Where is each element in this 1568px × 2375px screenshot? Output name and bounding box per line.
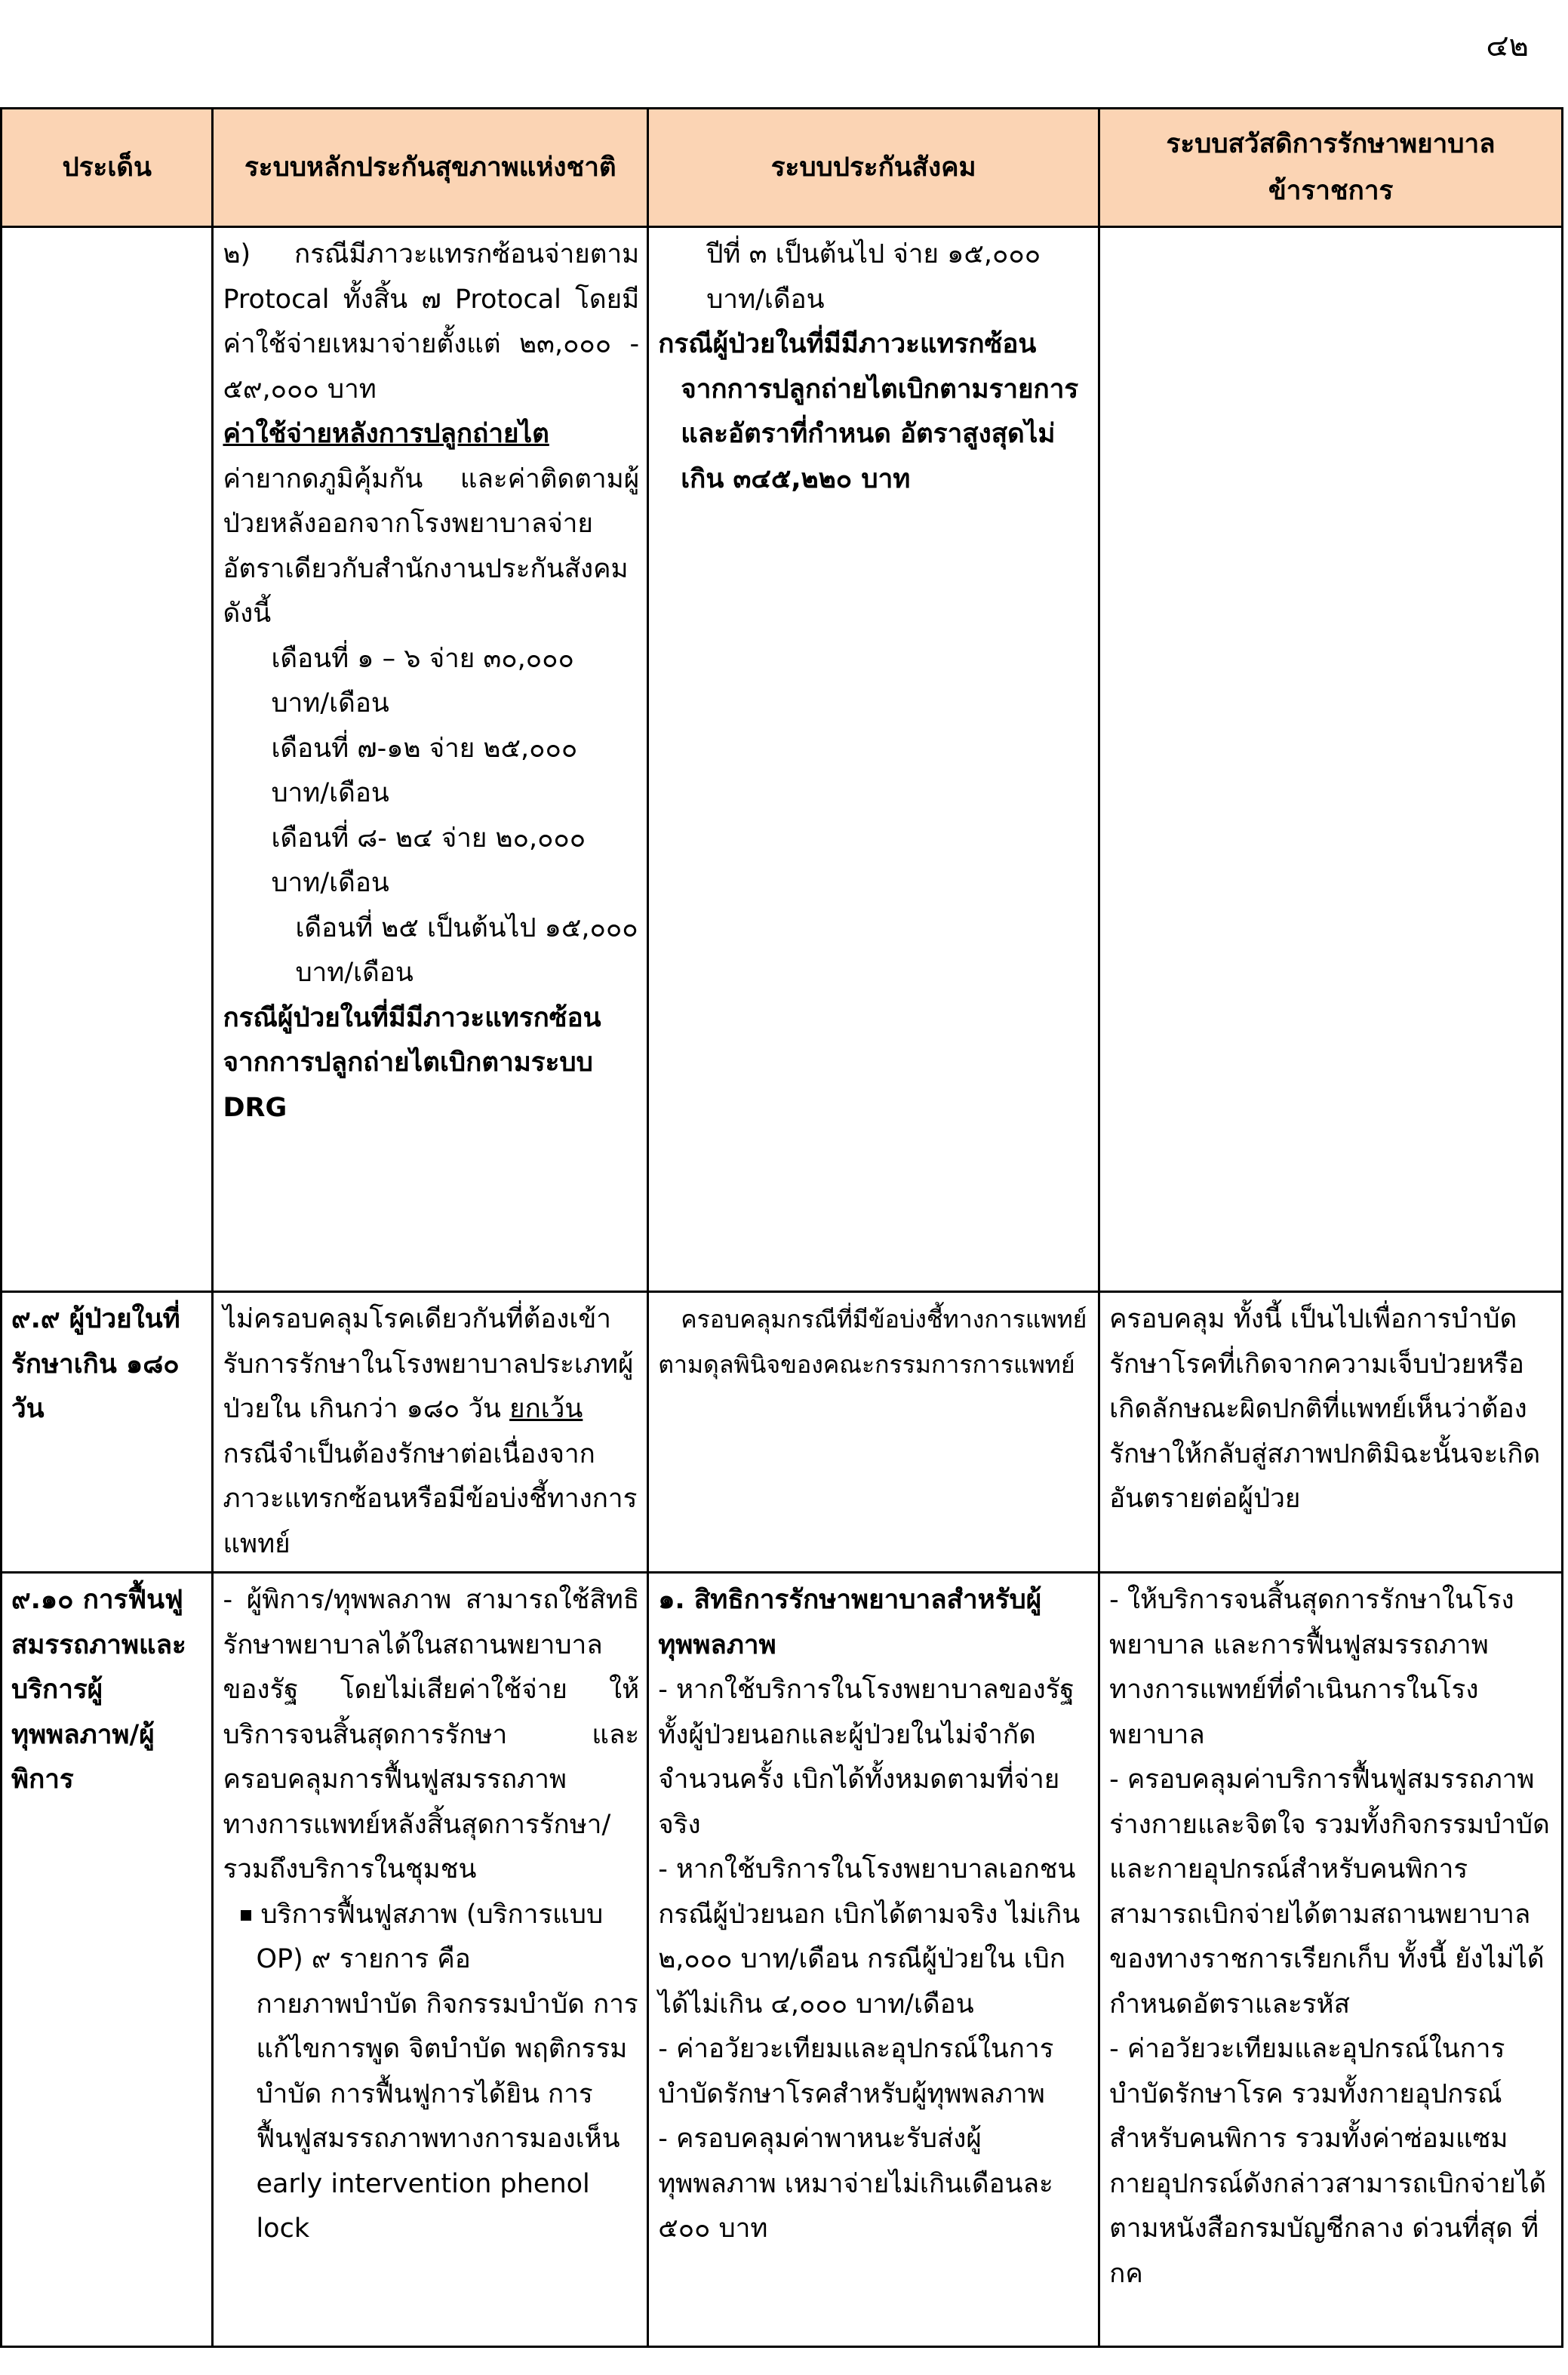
csmbs-rehab-item-3: - ค่าอวัยวะเทียมและอุปกรณ์ในการบำบัดรักษาโรค รวมทั้งกายอุปกรณ์สำหรับคนพิการ รวมทั้งค่าซ่อมแซมกายอุปกรณ์ดังกล่าวสามารถเบิกจ่ายได้ ตามหนังสือกรมบัญชีกลาง ด่วนที่สุด ที่ กค	[1109, 2034, 1547, 2289]
nhso-complication-text: ๒) กรณีมีภาวะแทรกซ้อนจ่ายตาม Protocal ทั้งสิ้น ๗ Protocal โดยมีค่าใช้จ่ายเหมาจ่ายตั้งแต่ ๒๓,๐๐๐ - ๕๙,๐๐๐ บาท	[223, 239, 640, 405]
sso-rehab-item-3: - ค่าอวัยวะเทียมและอุปกรณ์ในการบำบัดรักษาโรคสำหรับผู้ทุพพลภาพ	[658, 2034, 1054, 2109]
sso-rehab-title: ๑. สิทธิการรักษาพยาบาลสำหรับผู้ทุพพลภาพ	[658, 1585, 1042, 1660]
sso-complication-lead: กรณีผู้ป่วยในที่มีมีภาวะแทรกซ้อน	[658, 329, 1037, 359]
square-bullet-icon	[241, 1910, 251, 1921]
header-csmbs: ระบบสวัสดิการรักษาพยาบาลข้าราชการ	[1099, 109, 1563, 227]
sso-inpatient-text: ครอบคลุมกรณีที่มีข้อบ่งชี้ทางการแพทย์ ตามดุลพินิจของคณะกรรมการการแพทย์	[658, 1305, 1087, 1379]
nhso-inpatient-cell	[213, 1292, 648, 1573]
nhso-month-rate-1: เดือนที่ ๑ – ๖ จ่าย ๓๐,๐๐๐ บาท/เดือน	[271, 643, 574, 718]
csmbs-inpatient-cell	[1099, 1292, 1563, 1573]
nhso-month-rate-2: เดือนที่ ๗-๑๒ จ่าย ๒๕,๐๐๐ บาท/เดือน	[271, 733, 578, 808]
nhso-rehab-cell	[213, 1573, 648, 2347]
nhso-inpatient-text-2: กรณีจำเป็นต้องรักษาต่อเนื่องจากภาวะแทรกซ้อนหรือมีข้อบ่งชี้ทางการแพทย์	[223, 1438, 638, 1559]
table-row-rehabilitation	[2, 1573, 1563, 2347]
comparison-table	[0, 107, 1563, 2348]
nhso-rehab-bullet-item	[223, 1893, 639, 2252]
sso-rehab-cell	[648, 1573, 1099, 2347]
page-number: ๔๒	[1486, 29, 1529, 63]
csmbs-inpatient-text: ครอบคลุม ทั้งนี้ เป็นไปเพื่อการบำบัดรักษาโรคที่เกิดจากความเจ็บป่วยหรือเกิดลักษณะผิดปกติที่แพทย์เห็นว่าต้องรักษาให้กลับสู่สภาพปกติมิฉะนั้นจะเกิดอันตรายต่อผู้ป่วย	[1109, 1304, 1541, 1514]
nhso-rehab-bullet-text: บริการฟื้นฟูสภาพ (บริการแบบ OP) ๙ รายการ คือ กายภาพบำบัด กิจกรรมบำบัด การแก้ไขการพูด จิตบำบัด พฤติกรรมบำบัด การฟื้นฟูการได้ยิน การฟื้นฟูสมรรถภาพทางการมองเห็น early intervention phenol lock	[256, 1899, 638, 2244]
header-topic: ประเด็น	[2, 109, 213, 227]
sso-rehab-item-4: - ครอบคลุมค่าพาหนะรับส่งผู้ทุพพลภาพ เหมาจ่ายไม่เกินเดือนละ ๕๐๐ บาท	[658, 2124, 1053, 2244]
nhso-rehab-text: - ผู้พิการ/ทุพพลภาพ สามารถใช้สิทธิรักษาพยาบาลได้ในสถานพยาบาลของรัฐ โดยไม่เสียค่าใช้จ่าย ให้บริการจนสิ้นสุดการรักษา และครอบคลุมการฟื้นฟูสมรรถภาพทางการแพทย์หลังสิ้นสุดการรักษา/รวมถึงบริการในชุมชน	[223, 1585, 640, 1884]
sso-rehab-item-1: - หากใช้บริการในโรงพยาบาลของรัฐทั้งผู้ป่วยนอกและผู้ป่วยในไม่จำกัดจำนวนครั้ง เบิกได้ทั้งหมดตามที่จ่ายจริง	[658, 1675, 1075, 1840]
table-row-inpatient-180-days	[2, 1292, 1563, 1573]
topic-inpatient-180-days: ๙.๙ ผู้ป่วยในที่รักษาเกิน ๑๘๐ วัน	[2, 1292, 213, 1573]
sso-inpatient-cell	[648, 1292, 1099, 1573]
nhso-inpatient-except: ยกเว้น	[509, 1394, 583, 1424]
header-sso: ระบบประกันสังคม	[648, 109, 1099, 227]
nhso-post-transplant-text: ค่ายากดภูมิคุ้มกัน และค่าติดตามผู้ป่วยหลังออกจากโรงพยาบาลจ่ายอัตราเดียวกับสำนักงานประกันสังคม ดังนี้	[223, 463, 640, 629]
nhso-drg-note: กรณีผู้ป่วยในที่มีมีภาวะแทรกซ้อนจากการปลูกถ่ายไตเบิกตามระบบ DRG	[223, 1002, 601, 1123]
nhso-month-rate-3: เดือนที่ ๘- ๒๔ จ่าย ๒๐,๐๐๐ บาท/เดือน	[271, 823, 586, 898]
topic-rehabilitation: ๙.๑๐ การฟื้นฟูสมรรถภาพและบริการผู้ทุพพลภาพ/ผู้พิการ	[2, 1573, 213, 2347]
nhso-inpatient-text: ไม่ครอบคลุมโรคเดียวกันที่ต้องเข้ารับการรักษาในโรงพยาบาลประเภทผู้ป่วยใน เกินกว่า ๑๘๐ วัน	[223, 1304, 634, 1424]
table-header-row	[2, 109, 1563, 227]
header-nhso: ระบบหลักประกันสุขภาพแห่งชาติ	[213, 109, 648, 227]
sso-cell	[648, 227, 1099, 1292]
table-row-kidney-transplant-cont	[2, 227, 1563, 1292]
topic-cell-empty	[2, 227, 213, 1292]
nhso-post-transplant-title: ค่าใช้จ่ายหลังการปลูกถ่ายไต	[223, 419, 549, 449]
csmbs-rehab-item-2: - ครอบคลุมค่าบริการฟื้นฟูสมรรถภาพร่างกายและจิตใจ รวมทั้งกิจกรรมบำบัด และกายอุปกรณ์สำหรับคนพิการสามารถเบิกจ่ายได้ตามสถานพยาบาลของทางราชการเรียกเก็บ ทั้งนี้ ยังไม่ได้กำหนดอัตราและรหัส	[1109, 1764, 1550, 2020]
sso-rehab-item-2: - หากใช้บริการในโรงพยาบาลเอกชน กรณีผู้ป่วยนอก เบิกได้ตามจริง ไม่เกิน ๒,๐๐๐ บาท/เดือน กรณีผู้ป่วยใน เบิกได้ไม่เกิน ๔,๐๐๐ บาท/เดือน	[658, 1854, 1081, 2020]
nhso-cell	[213, 227, 648, 1292]
csmbs-cell-empty	[1099, 227, 1563, 1292]
csmbs-rehab-cell	[1099, 1573, 1563, 2347]
sso-complication-rest: จากการปลูกถ่ายไตเบิกตามรายการและอัตราที่กำหนด อัตราสูงสุดไม่เกิน ๓๔๕,๒๒๐ บาท	[681, 374, 1079, 494]
nhso-month-rate-4: เดือนที่ ๒๕ เป็นต้นไป ๑๕,๐๐๐ บาท/เดือน	[295, 912, 638, 988]
sso-year3-rate: ปีที่ ๓ เป็นต้นไป จ่าย ๑๕,๐๐๐ บาท/เดือน	[706, 239, 1041, 315]
csmbs-rehab-item-1: - ให้บริการจนสิ้นสุดการรักษาในโรงพยาบาล และการฟื้นฟูสมรรถภาพทางการแพทย์ที่ดำเนินการในโรงพยาบาล	[1109, 1585, 1514, 1750]
